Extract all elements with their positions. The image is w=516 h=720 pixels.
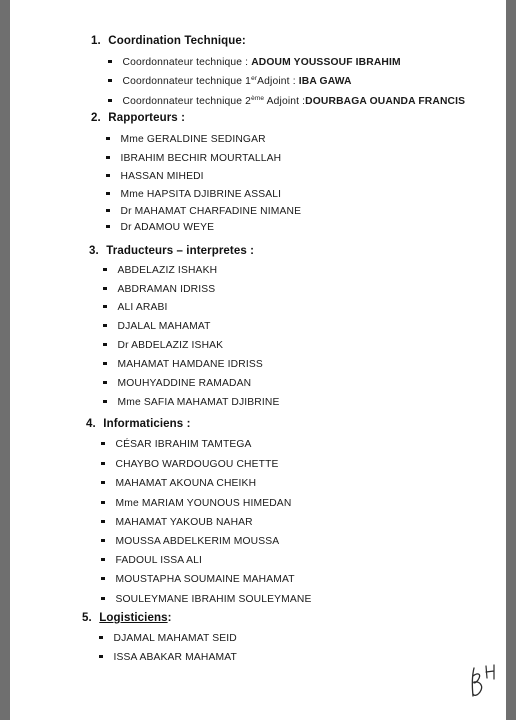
list-item: ALI ARABI bbox=[103, 302, 168, 313]
list-item: MOUSTAPHA SOUMAINE MAHAMAT bbox=[101, 574, 295, 585]
list-item: Dr MAHAMAT CHARFADINE NIMANE bbox=[106, 206, 301, 217]
list-item: MAHAMAT YAKOUB NAHAR bbox=[101, 517, 253, 528]
list-item: Mme GERALDINE SEDINGAR bbox=[106, 134, 266, 145]
list-item: Dr ABDELAZIZ ISHAK bbox=[103, 340, 223, 351]
list-item: ABDELAZIZ ISHAKH bbox=[103, 265, 217, 276]
list-item: MOUHYADDINE RAMADAN bbox=[103, 378, 251, 389]
list-item: Dr ADAMOU WEYE bbox=[106, 222, 214, 233]
list-item: CHAYBO WARDOUGOU CHETTE bbox=[101, 459, 279, 470]
list-item: MAHAMAT AKOUNA CHEIKH bbox=[101, 478, 256, 489]
list-item: HASSAN MIHEDI bbox=[106, 171, 204, 182]
section-heading-rapporteurs: 2. Rapporteurs : bbox=[91, 112, 185, 124]
list-item: Mme SAFIA MAHAMAT DJIBRINE bbox=[103, 397, 280, 408]
list-item: MOUSSA ABDELKERIM MOUSSA bbox=[101, 536, 279, 547]
list-item: ISSA ABAKAR MAHAMAT bbox=[99, 652, 237, 663]
list-item: Coordonnateur technique 1erAdjoint : IBA GAWA bbox=[108, 76, 352, 87]
document-page bbox=[10, 0, 506, 720]
section-heading-logisticiens: 5. Logisticiens: bbox=[82, 612, 172, 624]
list-item: IBRAHIM BECHIR MOURTALLAH bbox=[106, 153, 281, 164]
handwritten-signature bbox=[466, 662, 506, 702]
list-item: DJALAL MAHAMAT bbox=[103, 321, 211, 332]
section-heading-informaticiens: 4. Informaticiens : bbox=[86, 418, 191, 430]
section-heading-traducteurs: 3. Traducteurs – interpretes : bbox=[89, 245, 255, 257]
section-heading-coordination: 1. Coordination Technique: bbox=[91, 35, 246, 47]
list-item: Coordonnateur technique 2ème Adjoint :DOURBAGA OUANDA FRANCIS bbox=[108, 96, 465, 107]
list-item: MAHAMAT HAMDANE IDRISS bbox=[103, 359, 263, 370]
list-item: Mme HAPSITA DJIBRINE ASSALI bbox=[106, 189, 281, 200]
list-item: FADOUL ISSA ALI bbox=[101, 555, 202, 566]
list-item: Mme MARIAM YOUNOUS HIMEDAN bbox=[101, 498, 291, 509]
list-item: DJAMAL MAHAMAT SEID bbox=[99, 633, 237, 644]
list-item: SOULEYMANE IBRAHIM SOULEYMANE bbox=[101, 594, 312, 605]
list-item: Coordonnateur technique : ADOUM YOUSSOUF IBRAHIM bbox=[108, 57, 401, 68]
list-item: ABDRAMAN IDRISS bbox=[103, 284, 215, 295]
list-item: CÉSAR IBRAHIM TAMTEGA bbox=[101, 439, 252, 450]
